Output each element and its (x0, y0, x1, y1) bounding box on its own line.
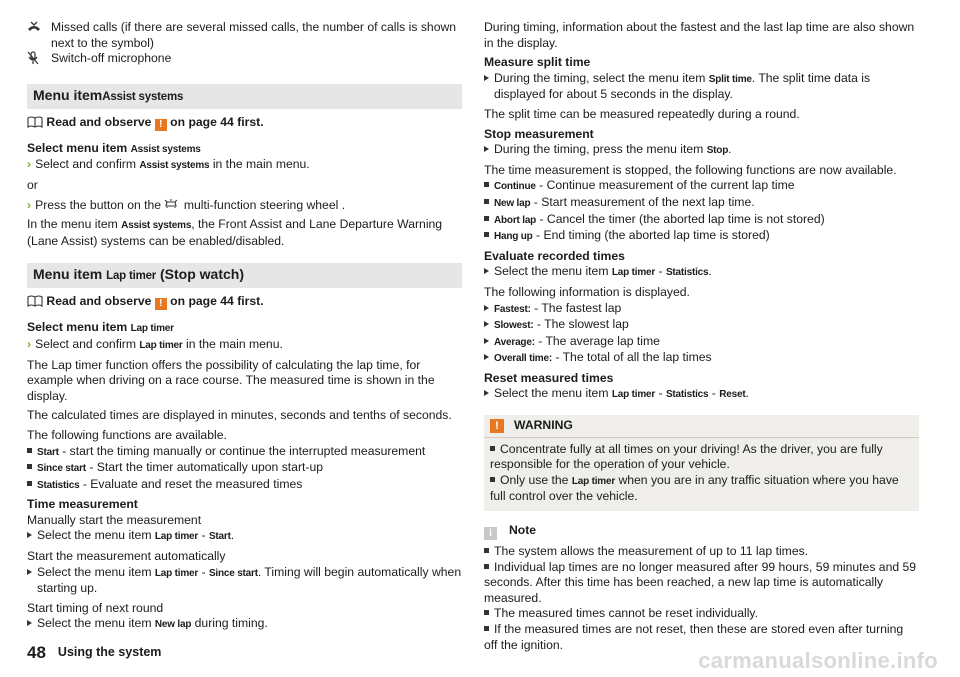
assist-description: In the menu item Assist systems, the Front Assist and Lane Departure Warning (Lane Assist) systems can be enabled/disabled. (27, 217, 443, 248)
assist-read-observe: Read and observe ! on page 44 first. (27, 115, 462, 131)
note-item: The measured times cannot be reset individually. (484, 606, 919, 622)
warning-item: Only use the Lap timer when you are in any traffic situation where you have full control over the vehicle. (490, 472, 899, 504)
split-heading: Measure split time (484, 55, 591, 70)
lap-paragraph-3: The following functions are available. (27, 427, 227, 442)
manual-start-step: Select the menu item Lap timer - Start. (27, 528, 462, 545)
next-round-heading: Start timing of next round (27, 600, 164, 615)
book-icon (27, 295, 43, 309)
or-text: or (27, 177, 38, 192)
lap-timer-heading: Menu item Lap timer (Stop watch) (27, 263, 462, 288)
note-item: If the measured times are not reset, then these are stored even after turning off the ignition. (484, 622, 904, 652)
note-header: i Note (484, 523, 919, 540)
mic-off-icon (27, 51, 51, 70)
stopped-text: The time measurement is stopped, the following functions are now available. (484, 162, 897, 177)
right-column (484, 20, 919, 653)
page-number: 48 (27, 643, 46, 662)
assist-systems-heading: Menu itemAssist systems (27, 84, 462, 109)
stop-function-item: Hang up - End timing (the aborted lap time is stored) (484, 228, 919, 245)
missed-calls-text: Missed calls (if there are several missed calls, the number of calls is shown next to the symbol) (51, 20, 457, 50)
warning-marker-icon: ! (155, 298, 167, 310)
function-item: Since start - Start the timer automatically upon start-up (27, 460, 462, 477)
stop-function-item: New lap - Start measurement of the next lap time. (484, 195, 919, 212)
note-item: The system allows the measurement of up to 11 lap times. (484, 544, 919, 560)
missed-calls-row (27, 20, 462, 51)
stop-function-item: Abort lap - Cancel the timer (the aborted lap time is not stored) (484, 212, 919, 229)
info-item: Average: - The average lap time (484, 334, 919, 351)
warning-title: WARNING (514, 418, 573, 433)
reset-step: Select the menu item Lap timer - Statistics - Reset. (484, 386, 919, 403)
warning-marker-icon: ! (155, 119, 167, 131)
function-item: Start - start the timing manually or continue the interrupted measurement (27, 444, 462, 461)
warning-item: Concentrate fully at all times on your driving! As the driver, you are fully responsible for the operation of your vehicle. (490, 441, 883, 472)
note-icon: i (484, 527, 497, 540)
page-footer (27, 645, 161, 661)
missed-call-icon (27, 20, 51, 51)
evaluate-heading: Evaluate recorded times (484, 248, 625, 263)
reset-heading: Reset measured times (484, 370, 614, 385)
watermark: carmanualsonline.info (698, 648, 938, 674)
warning-box (484, 415, 919, 511)
intro-text: During timing, information about the fastest and the last lap time are also shown in the display. (484, 20, 915, 50)
evaluate-step: Select the menu item Lap timer - Statistics. (484, 264, 919, 281)
warning-header (484, 415, 919, 438)
car-assist-icon (164, 198, 180, 212)
note-item: Individual lap times are no longer measured after 99 hours, 59 minutes and 59 seconds. After this time has been reached, a new lap time is automatically measured. (484, 559, 917, 605)
split-note: The split time can be measured repeatedly during a round. (484, 106, 800, 121)
mic-off-row (27, 51, 462, 70)
split-step: During the timing, select the menu item Split time. The split time data is displayed for about 5 seconds in the display. (484, 71, 919, 103)
lap-paragraph-1: The Lap timer function offers the possibility of calculating the lap time, for example when driving on a race course. The measured time is shown in the display. (27, 357, 435, 403)
info-item: Overall time: - The total of all the lap times (484, 350, 919, 367)
lap-select-line: Select menu item Lap timer (27, 320, 174, 335)
assist-select-line: Select menu item Assist systems (27, 140, 201, 155)
mic-off-text: Switch-off microphone (51, 51, 172, 66)
stop-step: During the timing, press the menu item Stop. (484, 142, 919, 159)
assist-press-step: › Press the button on the multi-function steering wheel . (27, 197, 346, 212)
stop-heading: Stop measurement (484, 126, 594, 141)
lap-paragraph-2: The calculated times are displayed in minutes, seconds and tenths of seconds. (27, 408, 452, 423)
warning-icon: ! (490, 419, 504, 433)
lap-confirm-step: › Select and confirm Lap timer in the main menu. (27, 336, 283, 351)
stop-function-item: Continue - Continue measurement of the current lap time (484, 178, 919, 195)
next-round-step: Select the menu item New lap during timing. (27, 616, 462, 633)
info-item: Fastest: - The fastest lap (484, 301, 919, 318)
auto-start-heading: Start the measurement automatically (27, 549, 226, 564)
manual-start-text: Manually start the measurement (27, 512, 202, 527)
info-item: Slowest: - The slowest lap (484, 317, 919, 334)
auto-start-step: Select the menu item Lap timer - Since start. Timing will begin automatically when starting up. (27, 565, 462, 597)
left-column (27, 20, 462, 633)
function-item: Statistics - Evaluate and reset the measured times (27, 477, 462, 494)
info-text: The following information is displayed. (484, 284, 690, 299)
lap-read-observe: Read and observe ! on page 44 first. (27, 294, 462, 310)
footer-section: Using the system (57, 645, 162, 659)
assist-confirm-step: › Select and confirm Assist systems in the main menu. (27, 157, 310, 172)
book-icon (27, 116, 43, 130)
time-measurement-heading: Time measurement (27, 497, 138, 512)
